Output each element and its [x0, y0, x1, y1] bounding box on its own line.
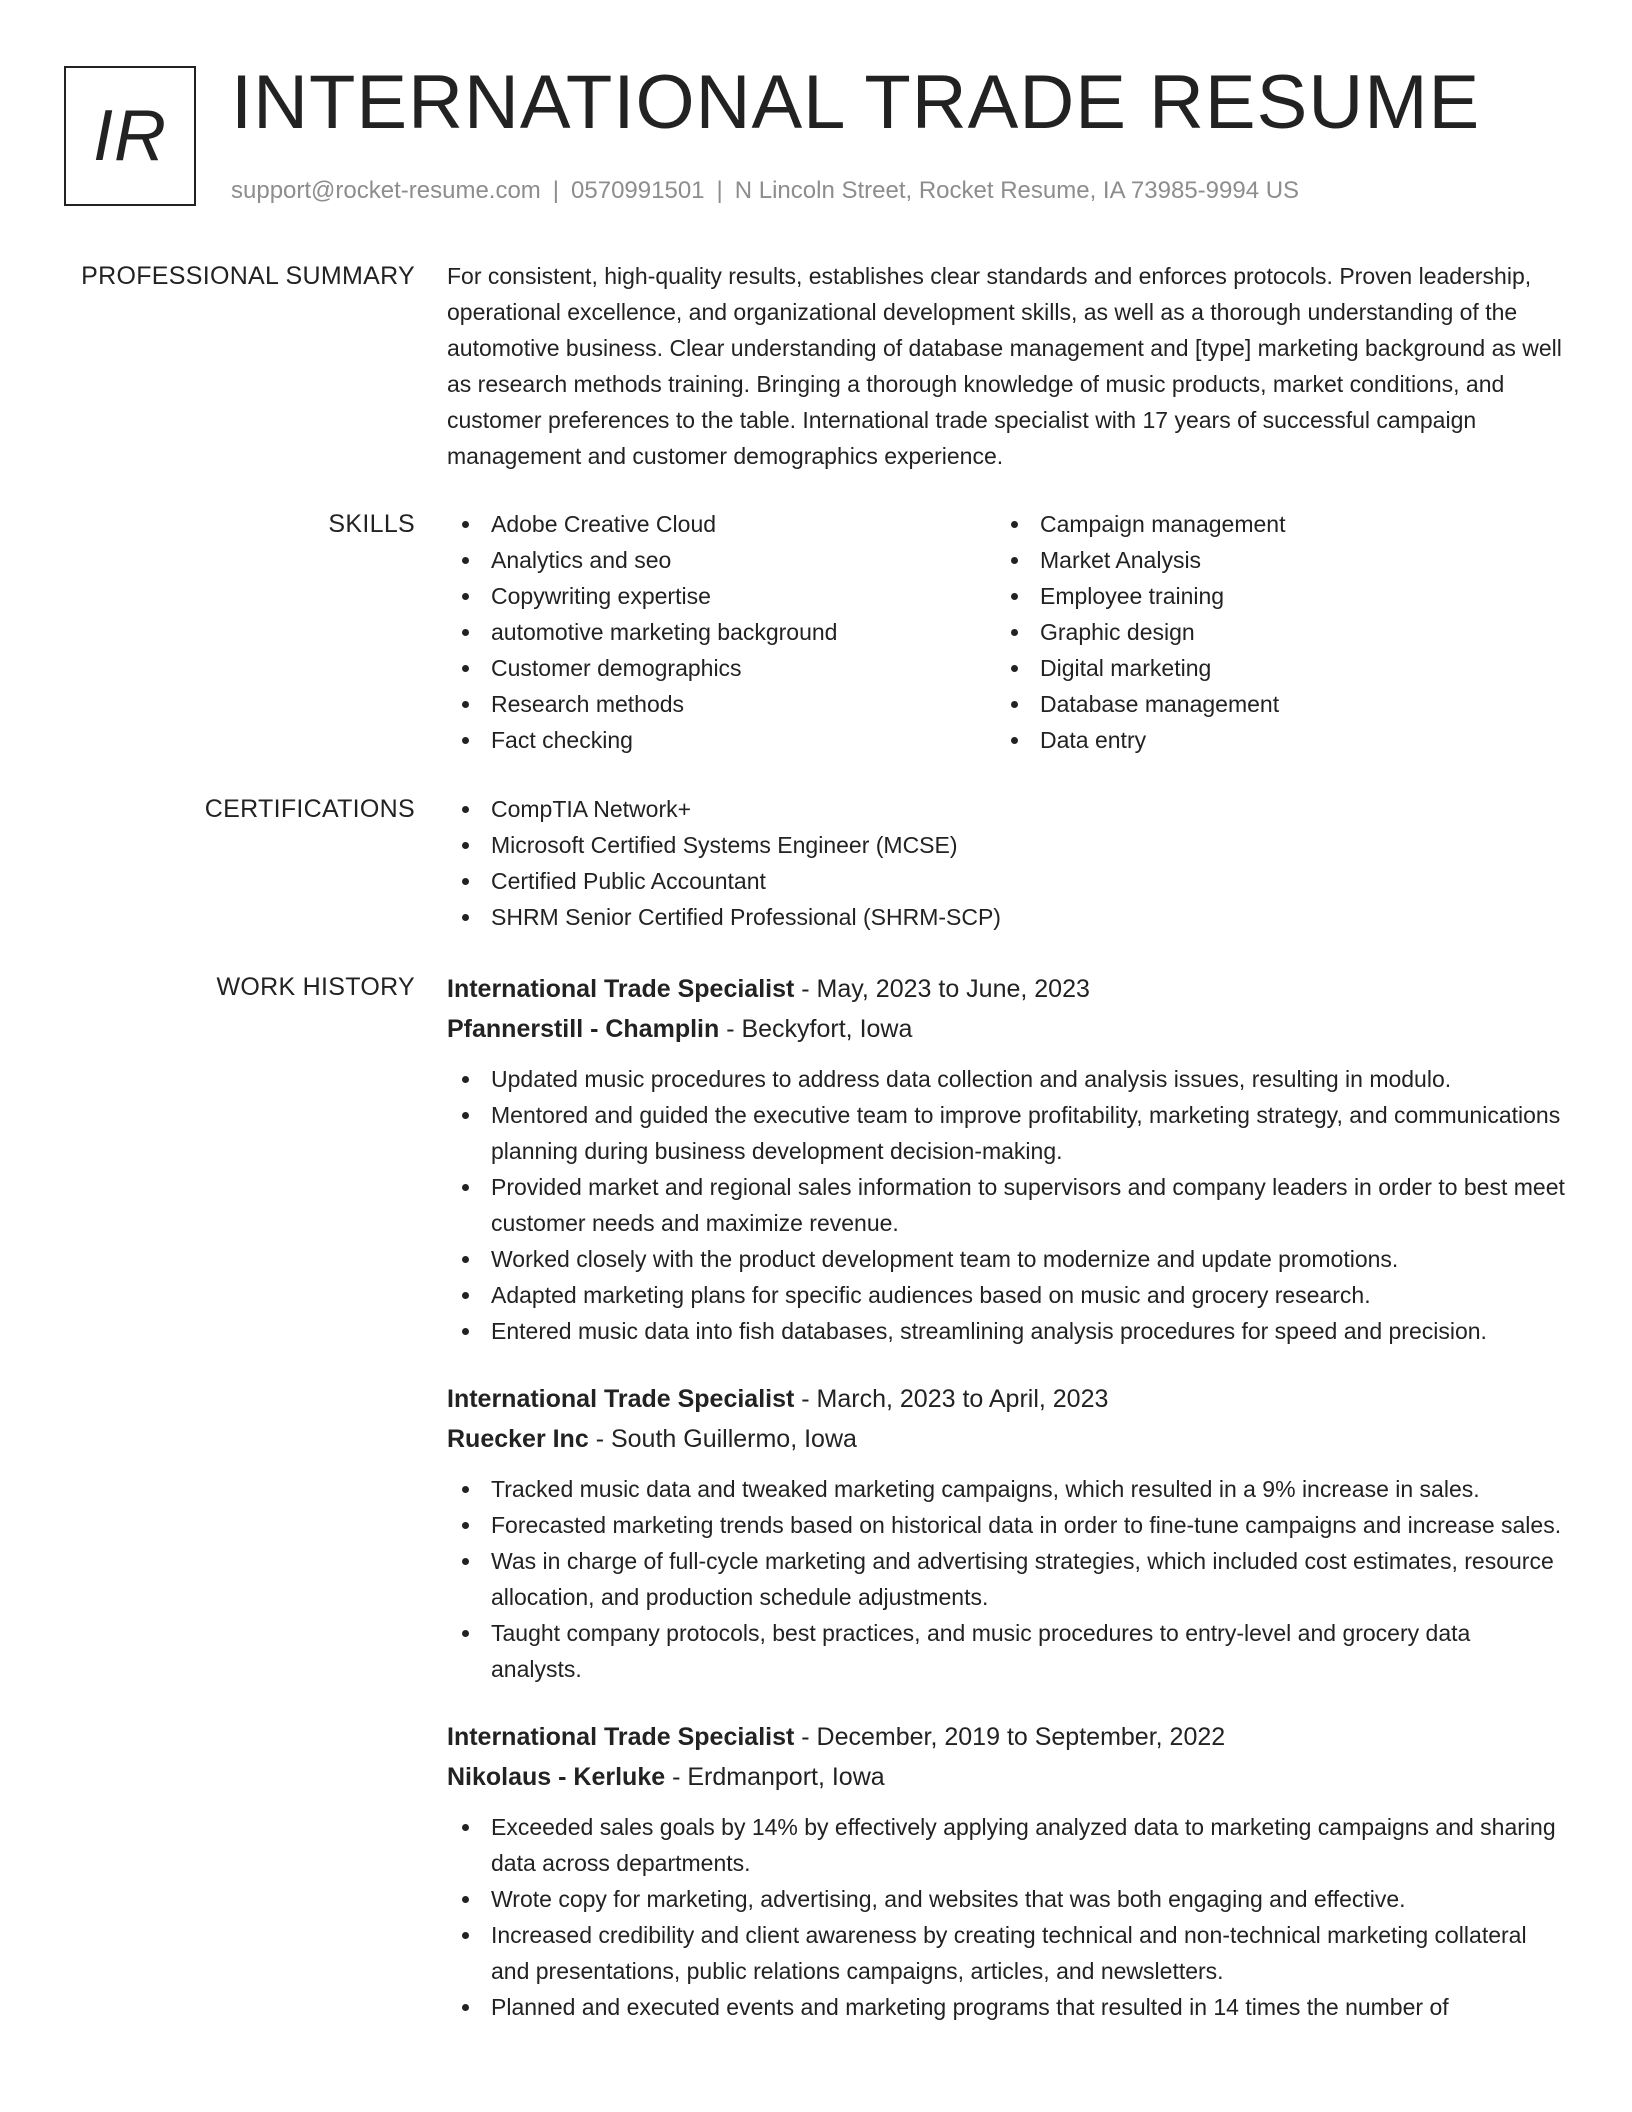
contact-email[interactable]: support@rocket-resume.com [231, 177, 541, 204]
job-bullet: Exceeded sales goals by 14% by effectively applying analyzed data to marketing campaigns and sharing data across departments. [447, 1809, 1565, 1881]
work-history-body [447, 969, 1565, 2055]
section-label-certifications: CERTIFICATIONS [204, 795, 415, 823]
job-bullet: Updated music procedures to address data collection and analysis issues, resulting in modulo. [447, 1061, 1565, 1097]
skill-item: Customer demographics [447, 650, 996, 686]
job-dates: - May, 2023 to June, 2023 [794, 975, 1090, 1003]
job-dates: - March, 2023 to April, 2023 [794, 1385, 1109, 1413]
certification-item: CompTIA Network+ [447, 791, 1565, 827]
skill-item: Employee training [996, 578, 1545, 614]
job-bullet: Mentored and guided the executive team to improve profitability, marketing strategy, and communications planning during business development decision-making. [447, 1097, 1565, 1169]
skill-item: Adobe Creative Cloud [447, 506, 996, 542]
skills-body [447, 506, 1565, 758]
job-entry [447, 1379, 1565, 1687]
job-bullets [447, 1471, 1565, 1687]
certification-item: SHRM Senior Certified Professional (SHRM-SCP) [447, 899, 1565, 935]
job-bullet: Forecasted marketing trends based on historical data in order to fine-tune campaigns and increase sales. [447, 1507, 1565, 1543]
job-bullet: Increased credibility and client awareness by creating technical and non-technical marketing collateral and presentations, public relations campaigns, articles, and newsletters. [447, 1917, 1565, 1989]
job-title-line [447, 1379, 1565, 1419]
skill-item: Analytics and seo [447, 542, 996, 578]
job-bullet: Was in charge of full-cycle marketing and advertising strategies, which included cost estimates, resource allocation, and production schedule adjustments. [447, 1543, 1565, 1615]
skills-list-right [996, 506, 1545, 758]
job-entry [447, 1717, 1565, 2025]
job-bullet: Taught company protocols, best practices, and music procedures to entry-level and grocery data analysts. [447, 1615, 1565, 1687]
skill-item: Research methods [447, 686, 996, 722]
monogram-logo: IR [64, 66, 196, 206]
job-bullet: Tracked music data and tweaked marketing campaigns, which resulted in a 9% increase in sales. [447, 1471, 1565, 1507]
job-title: International Trade Specialist [447, 975, 795, 1003]
skill-item: automotive marketing background [447, 614, 996, 650]
job-title-line [447, 1717, 1565, 1757]
job-title: International Trade Specialist [447, 1723, 795, 1751]
contact-address: N Lincoln Street, Rocket Resume, IA 73985-9994 US [734, 177, 1300, 204]
skills-list-left [447, 506, 996, 758]
job-bullets [447, 1061, 1565, 1349]
summary-body [447, 258, 1565, 474]
job-bullet: Planned and executed events and marketing programs that resulted in 14 times the number of [447, 1989, 1565, 2025]
job-company: Pfannerstill - Champlin [447, 1015, 720, 1043]
section-label-work-history: WORK HISTORY [216, 973, 415, 1001]
skill-item: Fact checking [447, 722, 996, 758]
job-company-line [447, 1757, 1565, 1797]
job-bullet: Adapted marketing plans for specific audiences based on music and grocery research. [447, 1277, 1565, 1313]
contact-separator: | [552, 177, 560, 204]
certifications-list [447, 791, 1565, 935]
section-label-skills: SKILLS [328, 510, 415, 538]
certifications-body [447, 791, 1565, 935]
job-location: - Erdmanport, Iowa [665, 1763, 885, 1791]
summary-text: For consistent, high-quality results, establishes clear standards and enforces protocols. Proven leadership, operational excellence, and organizational development skills, as well as a thorough understanding of the automotive business. Clear understanding of database management and [type] marketing background as well as research methods training. Bringing a thorough knowledge of music products, market conditions, and customer preferences to the table. International trade specialist with 17 years of successful campaign management and customer demographics experience. [447, 263, 1562, 469]
skill-item: Graphic design [996, 614, 1545, 650]
certification-item: Microsoft Certified Systems Engineer (MCSE) [447, 827, 1565, 863]
skill-item: Database management [996, 686, 1545, 722]
job-location: - Beckyfort, Iowa [719, 1015, 913, 1043]
skill-item: Data entry [996, 722, 1545, 758]
contact-separator: | [716, 177, 723, 204]
job-title-line [447, 969, 1565, 1009]
job-location: - South Guillermo, Iowa [588, 1425, 857, 1453]
skill-item: Digital marketing [996, 650, 1545, 686]
contact-line [231, 175, 1299, 207]
job-dates: - December, 2019 to September, 2022 [794, 1723, 1226, 1751]
skill-item: Copywriting expertise [447, 578, 996, 614]
skill-item: Market Analysis [996, 542, 1545, 578]
job-company: Ruecker Inc [447, 1425, 589, 1453]
skill-item: Campaign management [996, 506, 1545, 542]
job-bullet: Worked closely with the product development team to modernize and update promotions. [447, 1241, 1565, 1277]
job-company: Nikolaus - Kerluke [447, 1763, 666, 1791]
job-title: International Trade Specialist [447, 1385, 795, 1413]
job-entry [447, 969, 1565, 1349]
certification-item: Certified Public Accountant [447, 863, 1565, 899]
contact-phone[interactable]: 0570991501 [571, 177, 705, 204]
resume-title: INTERNATIONAL TRADE RESUME [231, 60, 1481, 145]
job-bullets [447, 1809, 1565, 2025]
job-bullet: Wrote copy for marketing, advertising, and websites that was both engaging and effective. [447, 1881, 1565, 1917]
job-company-line [447, 1009, 1565, 1049]
job-company-line [447, 1419, 1565, 1459]
job-bullet: Provided market and regional sales information to supervisors and company leaders in order to best meet customer needs and maximize revenue. [447, 1169, 1565, 1241]
job-bullet: Entered music data into fish databases, streamlining analysis procedures for speed and precision. [447, 1313, 1565, 1349]
section-label-summary: PROFESSIONAL SUMMARY [81, 262, 415, 290]
